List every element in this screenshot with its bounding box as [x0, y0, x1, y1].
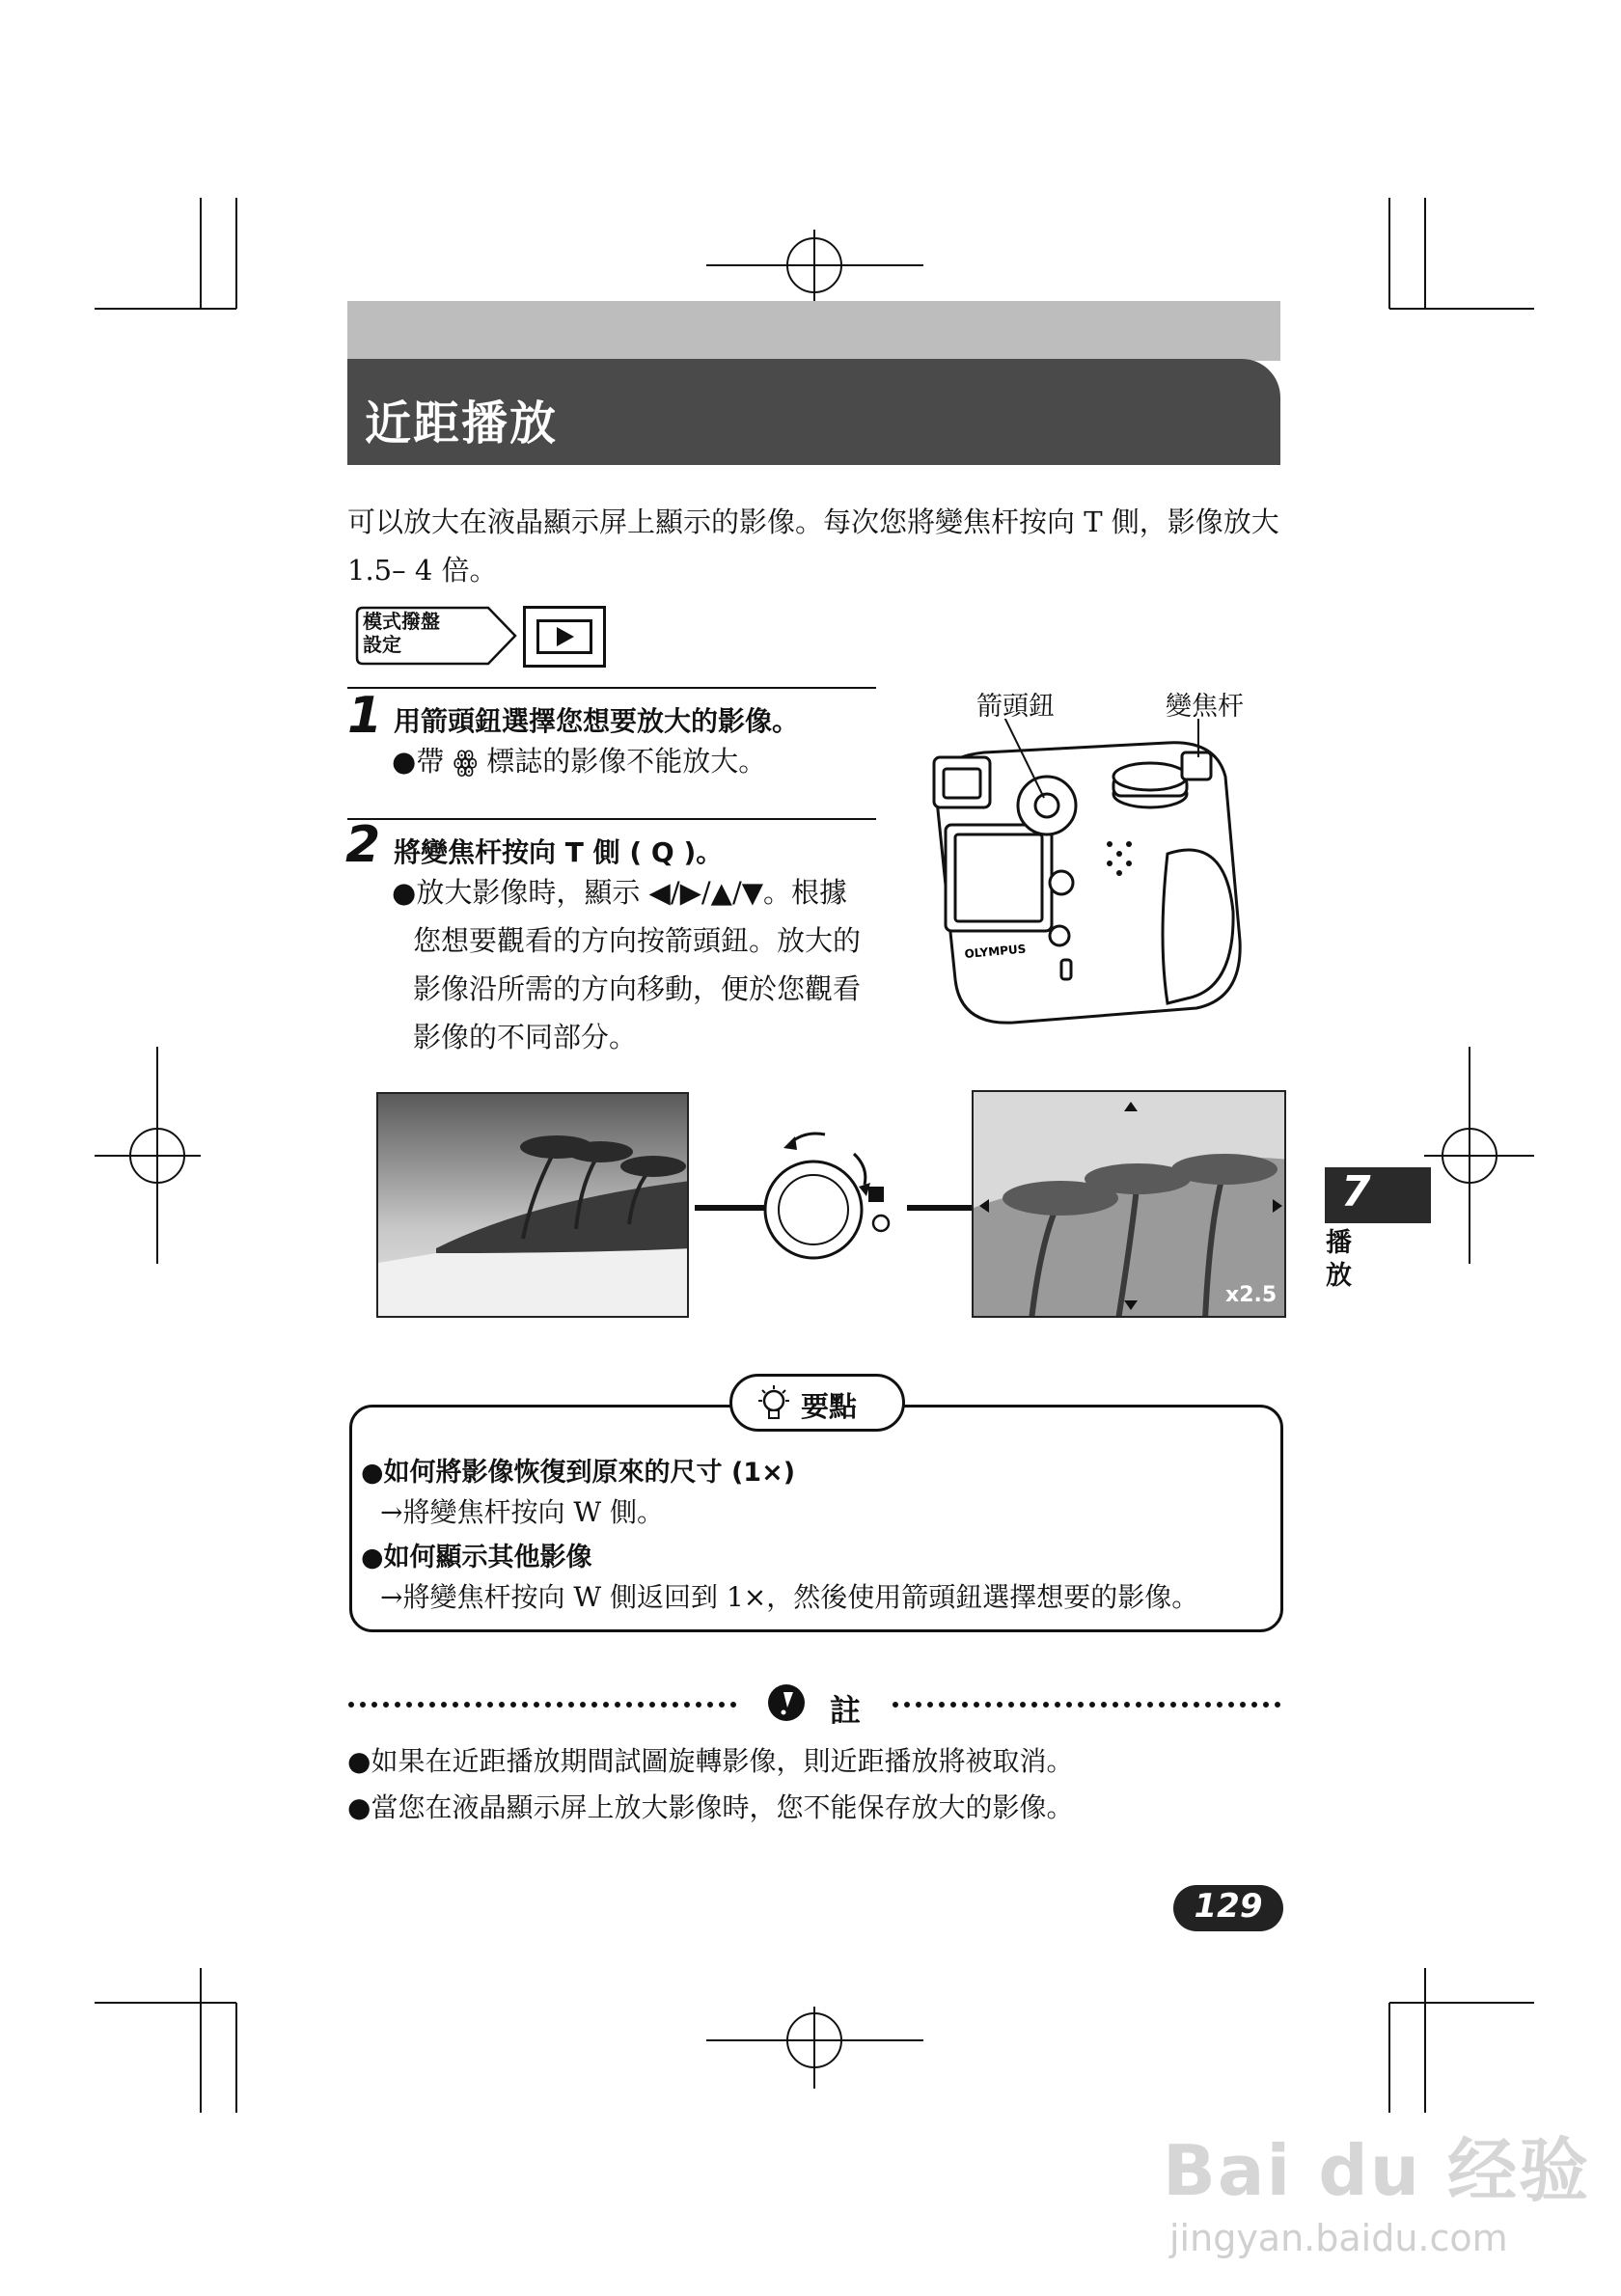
note-item: ●如果在近距播放期間試圖旋轉影像，則近距播放將被取消。 — [347, 1745, 1074, 1777]
step-1-rule — [347, 687, 876, 689]
page-title: 近距播放 — [365, 396, 559, 451]
step-1-number: 1 — [347, 687, 383, 745]
arrow-pad-label: 箭頭鈕 — [976, 692, 1055, 722]
camera-illustration — [926, 719, 1254, 1027]
zoom-indicator: x2.5 — [1225, 1283, 1278, 1307]
title-banner-top — [347, 301, 1280, 361]
step-1-title: 用箭頭鈕選擇您想要放大的影像。 — [394, 705, 800, 737]
lightbulb-icon — [755, 1385, 793, 1422]
step-2-number: 2 — [345, 816, 381, 874]
chapter-label: 播放 — [1326, 1228, 1352, 1291]
watermark-url: jingyan.baidu.com — [1169, 2217, 1508, 2259]
camera-brand: OLYMPUS — [964, 942, 1027, 961]
intro-text: 可以放大在液晶顯示屏上顯示的影像。每次您將變焦杆按向 T 側，影像放大 1.5– 4 倍。 — [347, 506, 1279, 587]
mode-dial-label: 模式撥盤 設定 — [363, 610, 440, 656]
chapter-number: 7 — [1341, 1167, 1371, 1216]
tip-2-answer: →將變焦杆按向 W 側返回到 1×，然後使用箭頭鈕選擇想要的影像。 — [380, 1581, 1199, 1613]
note-divider — [347, 1679, 1285, 1727]
tip-1-question: ●如何將影像恢復到原來的尺寸 (1×) — [361, 1458, 796, 1488]
tips-title: 要點 — [801, 1390, 858, 1423]
note-item: ●當您在液晶顯示屏上放大影像時，您不能保存放大的影像。 — [347, 1791, 1074, 1823]
step-1-bullet-text: 帶 ꙮ 標誌的影像不能放大。 — [416, 745, 767, 778]
zoom-lever-label: 變焦杆 — [1166, 692, 1244, 722]
bullet-dot: ● — [392, 745, 417, 778]
play-icon — [536, 619, 592, 654]
tip-2-question: ●如何顯示其他影像 — [361, 1543, 592, 1572]
step-2-bullet — [392, 868, 861, 1061]
page-number: 129 — [1194, 1887, 1263, 1926]
step-2-line: ●放大影像時，顯示 ◀/▶/▲/▼。根據 — [392, 876, 848, 909]
step-2-line: 您想要觀看的方向按箭頭鈕。放大的 — [413, 924, 862, 957]
step-1-bullet — [392, 737, 766, 785]
zoom-lever-diagram — [695, 1129, 975, 1273]
original-photo — [376, 1092, 689, 1318]
watermark-logo: Bai du 经验 — [1163, 2130, 1591, 2211]
tip-1-answer: →將變焦杆按向 W 側。 — [380, 1496, 665, 1528]
note-title: 註 — [830, 1692, 862, 1729]
step-2-rule — [347, 818, 876, 820]
step-2-title: 將變焦杆按向 T 側 ( Q )。 — [394, 836, 724, 868]
step-2-line: 影像沿所需的方向移動，便於您觀看 — [413, 972, 862, 1005]
step-2-line: 影像的不同部分。 — [413, 1021, 638, 1053]
